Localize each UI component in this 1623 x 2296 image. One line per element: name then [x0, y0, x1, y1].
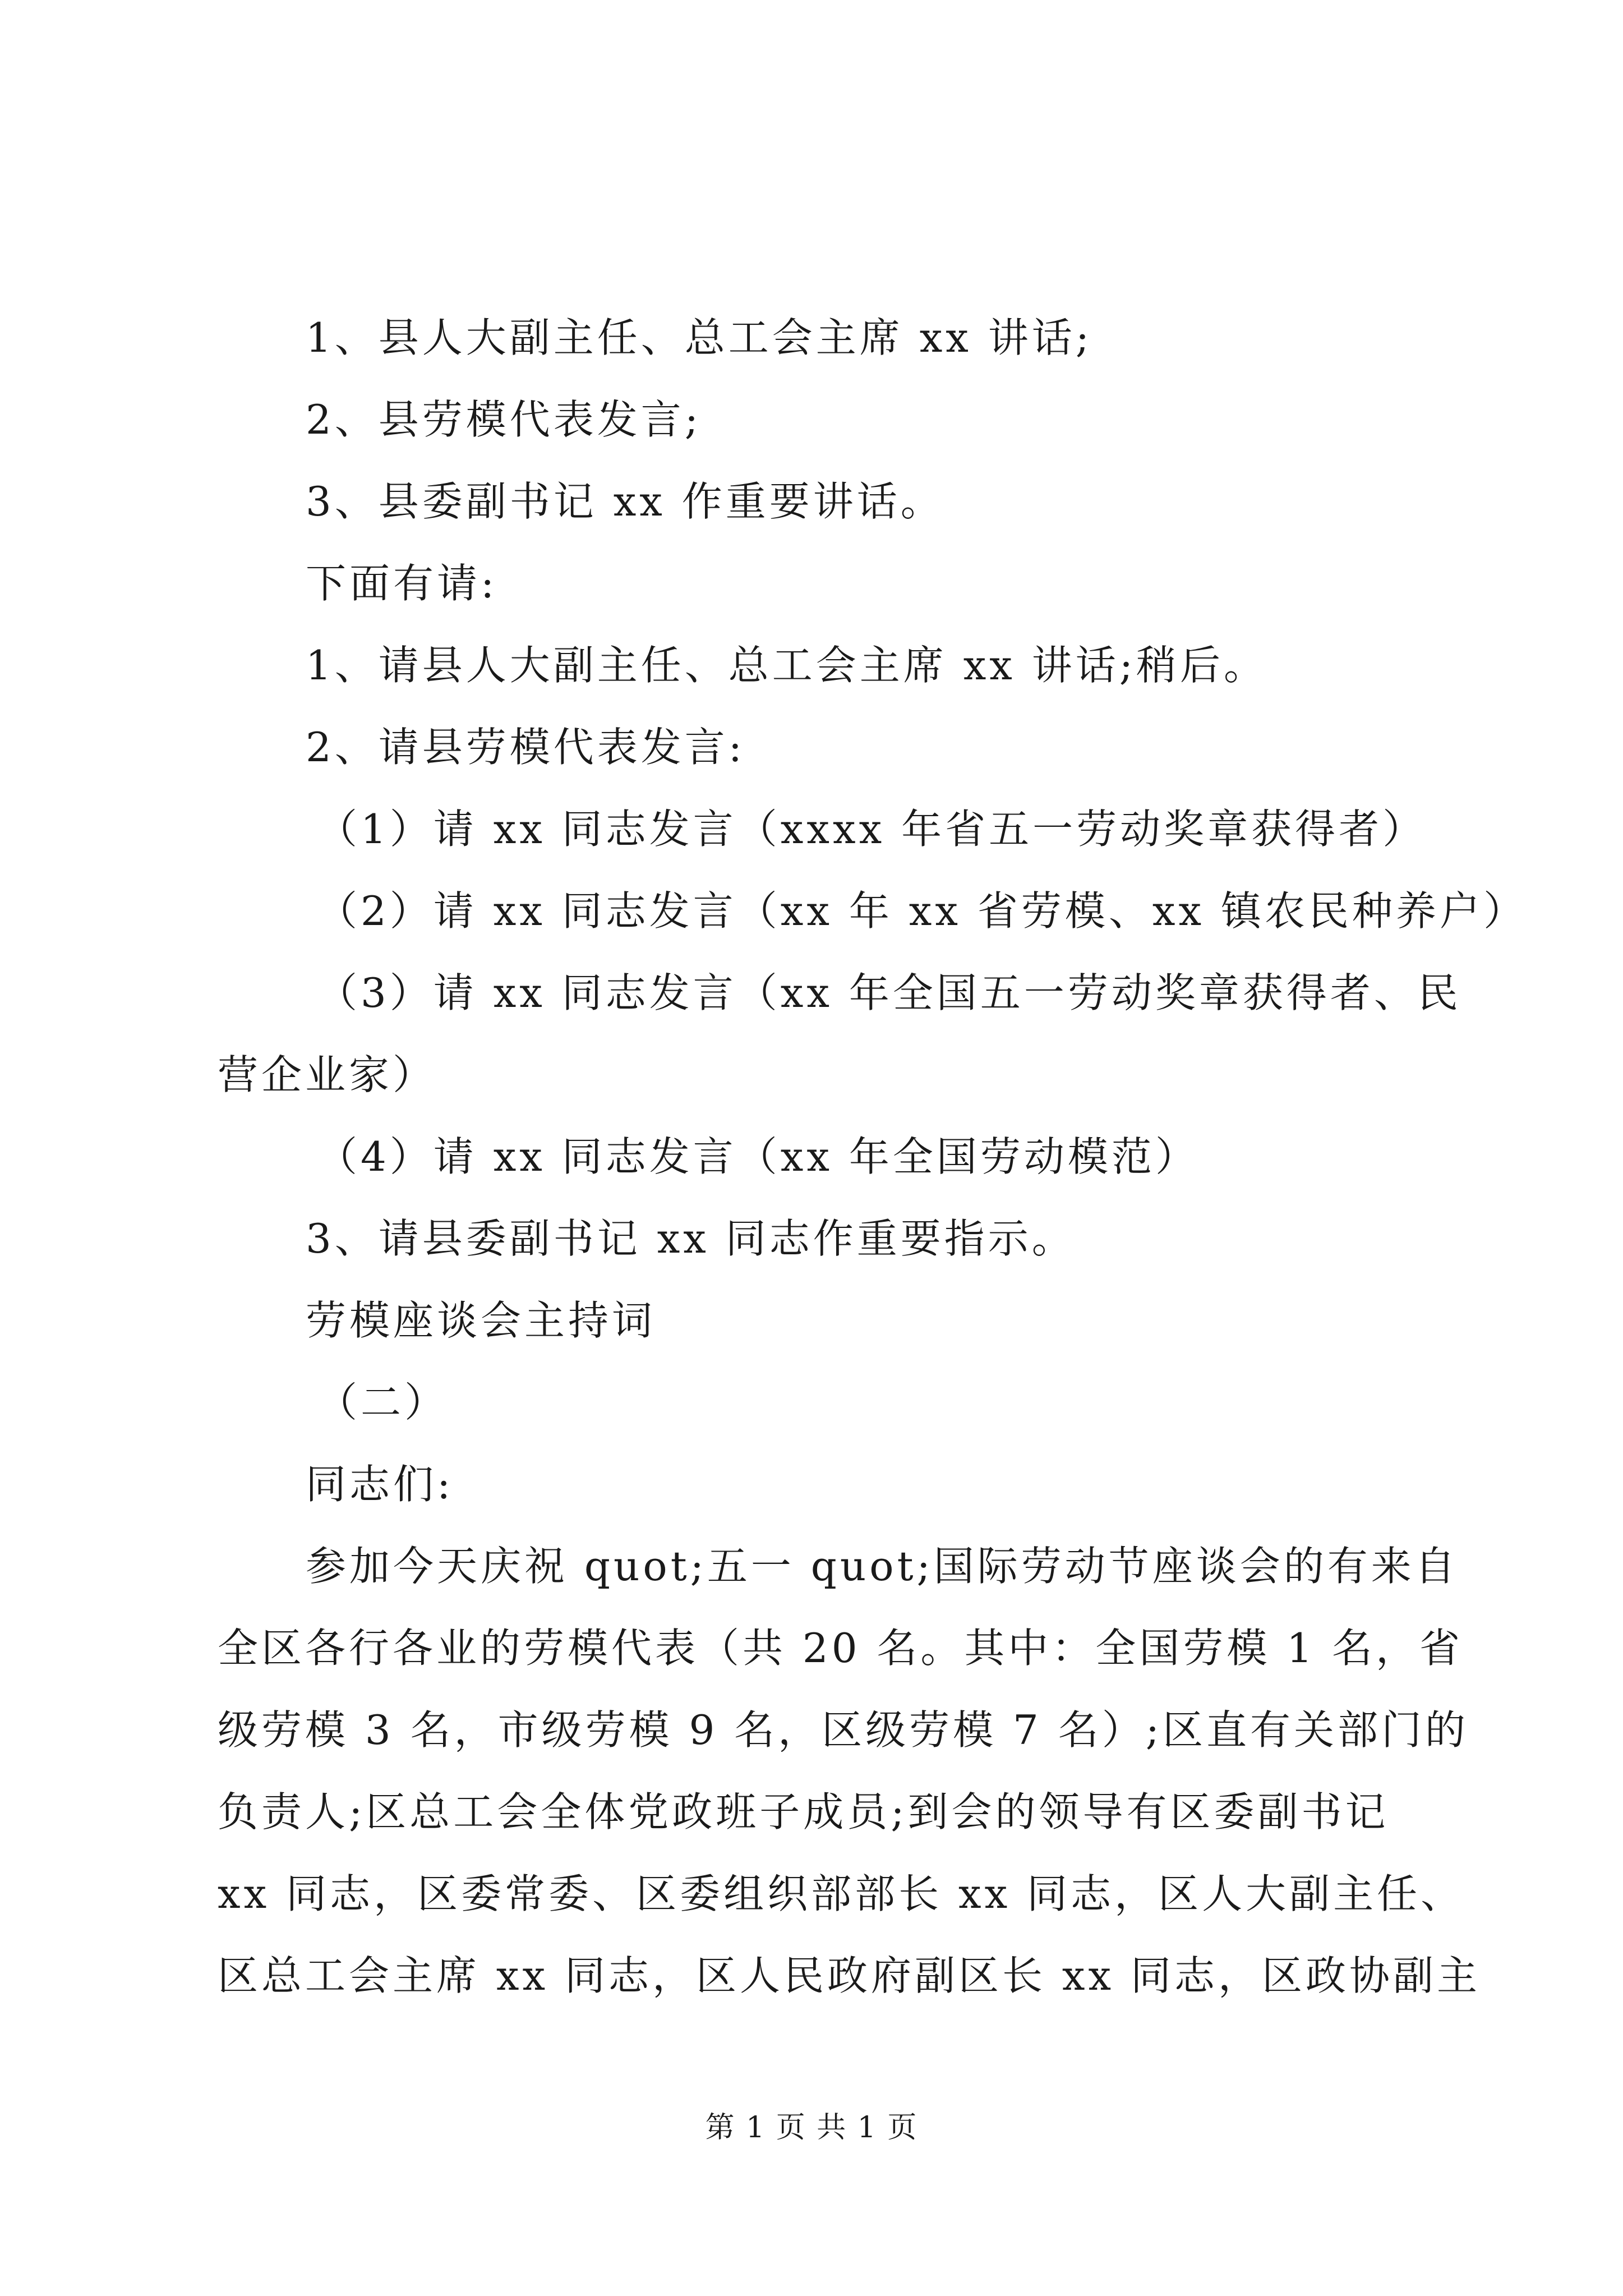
text-line-7: （1）请 xx 同志发言（xxxx 年省五一劳动奖章获得者） — [317, 806, 1427, 853]
text-line-5: 1、请县人大副主任、总工会主席 xx 讲话;稍后。 — [306, 642, 1268, 689]
text-line-11: （4）请 xx 同志发言（xx 年全国劳动模范） — [317, 1133, 1199, 1180]
text-line-10: 营企业家） — [218, 1051, 437, 1098]
section-heading: 劳模座谈会主持词 — [306, 1297, 656, 1344]
text-line-3: 3、县委副书记 xx 作重要讲话。 — [306, 478, 944, 525]
page-number-footer: 第 1 页 共 1 页 — [705, 2111, 918, 2145]
text-line-16: 参加今天庆祝 quot;五一 quot;国际劳动节座谈会的有来自 — [306, 1543, 1459, 1590]
text-line-6: 2、请县劳模代表发言: — [306, 724, 746, 771]
text-line-21: 区总工会主席 xx 同志，区人民政府副区长 xx 同志，区政协副主 — [218, 1952, 1481, 1999]
text-line-8: （2）请 xx 同志发言（xx 年 xx 省劳模、xx 镇农民种养户） — [317, 887, 1527, 935]
text-line-1: 1、县人大副主任、总工会主席 xx 讲话; — [306, 314, 1093, 361]
text-line-12: 3、请县委副书记 xx 同志作重要指示。 — [306, 1215, 1076, 1262]
text-line-18: 级劳模 3 名，市级劳模 9 名，区级劳模 7 名）;区直有关部门的 — [218, 1706, 1469, 1754]
text-line-17: 全区各行各业的劳模代表（共 20 名。其中：全国劳模 1 名，省 — [218, 1625, 1463, 1672]
text-line-20: xx 同志，区委常委、区委组织部部长 xx 同志，区人大副主任、 — [218, 1870, 1465, 1917]
salutation: 同志们: — [306, 1461, 454, 1508]
section-number: （二） — [317, 1379, 449, 1426]
text-line-2: 2、县劳模代表发言; — [306, 396, 702, 443]
text-line-19: 负责人;区总工会全体党政班子成员;到会的领导有区委副书记 — [218, 1788, 1389, 1835]
text-line-4: 下面有请: — [306, 560, 498, 607]
text-line-9: （3）请 xx 同志发言（xx 年全国五一劳动奖章获得者、民 — [317, 969, 1461, 1016]
